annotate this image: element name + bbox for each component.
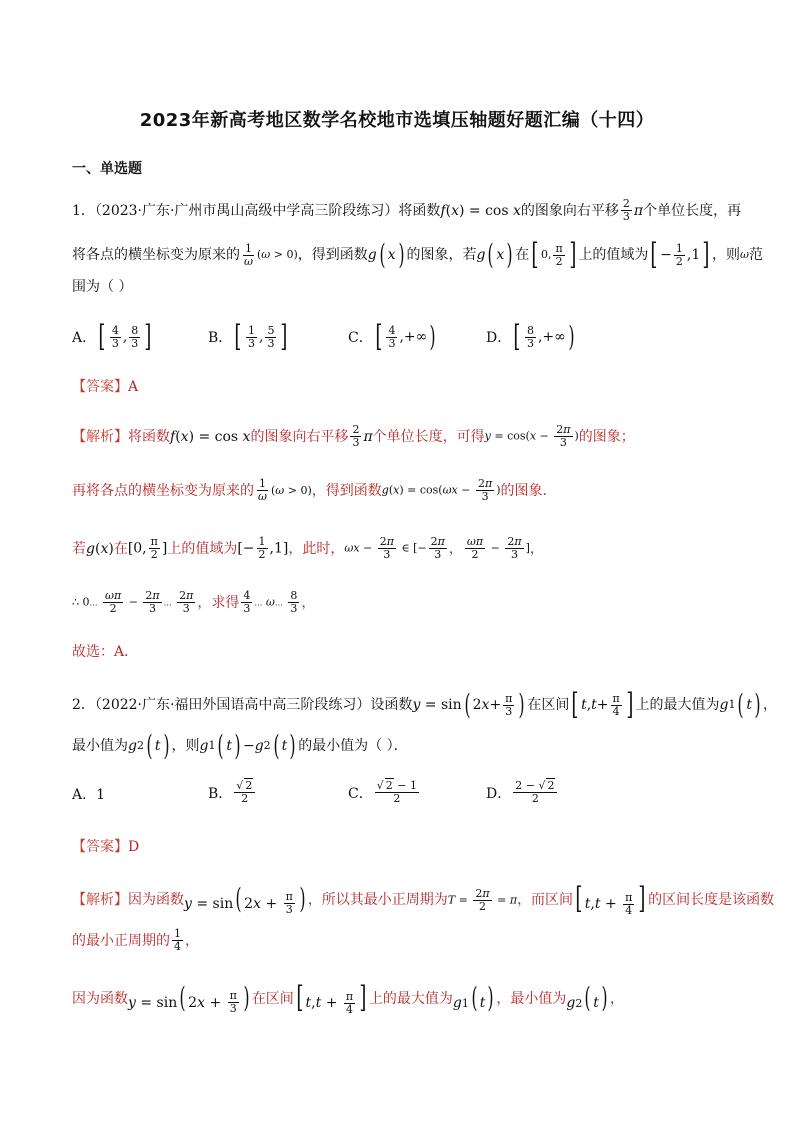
q2-text: 在区间 [527, 697, 570, 713]
q2-option-d: D． $\frac{2 - √ 2}{2}$ [486, 780, 559, 805]
q2-option-b: B． $\frac{√ 2}{2}$ [208, 780, 257, 805]
q2-text: 的最小值为（ ）． [298, 738, 408, 754]
q2-line-1: 2．（2022·广东·福田外国语高中高三阶段练习）设函数 y = sin ( 2 x + $\frac{\pi}{3}$ ) 在区间 [ t , t + $\frac{\pi}{4}$ ] 上的最大值为 g 1 ( t ) ， [72, 687, 777, 722]
analysis-text: 的最小正周期的 [72, 932, 170, 949]
q2-text: 2．（2022·广东·福田外国语高中高三阶段练习）设函数 [72, 697, 413, 713]
analysis-text: 的图象； [578, 428, 635, 445]
analysis-text: 的区间长度是该函数 [648, 892, 775, 909]
q1-text: 将各点的横坐标变为原来的 [72, 247, 240, 263]
q2-option-c: C． $\frac{√ 2 - 1}{2}$ [348, 779, 417, 805]
answer-value: A [128, 379, 139, 395]
analysis-text: ， [185, 932, 199, 949]
q1-text: 的图象，若 [406, 247, 477, 263]
q1-text: 个单位长度，再 [643, 202, 742, 219]
fraction: $\frac{1}{\omega}$ [244, 241, 253, 268]
q1-analysis-line-3: 若 g(x) 在 [0, $\frac{\pi}{2}$ ] 上的值域为 [− $\frac{1}{2}$ ,1] ，此时， ωx − $\frac{2\pi}{3}$ ∈ [− $\frac{2\pi}{3}$ ， $\frac{\omega\pi}{2}$ − $\frac{2\pi}{3}$ ] ， [72, 535, 544, 561]
q2-option-a: A．1 [72, 787, 106, 803]
option-label: D． [486, 330, 512, 346]
document-title: 2023年新高考地区数学名校地市选填压轴题好题汇编（十四） [139, 110, 655, 131]
analysis-text: 的图象向右平移 [250, 428, 349, 445]
option-label: C． [348, 330, 373, 346]
analysis-text: 在 [113, 540, 128, 557]
analysis-text: 的图象． [500, 482, 557, 499]
analysis-text: ，求得 [197, 594, 240, 611]
option-label: D． [486, 785, 512, 802]
analysis-text: ，得到函数 [311, 482, 382, 499]
option-label: C． [348, 785, 373, 802]
analysis-text: 个单位长度，可得 [372, 428, 485, 445]
option-label: B． [208, 330, 233, 346]
q2-text: 最小值为 [72, 738, 128, 754]
q1-analysis-line-1: 【解析】 将函数 f (x) = cos x 的图象向右平移 $\frac{2}{3}$ π 个单位长度，可得 y = cos(x − $\frac{2\pi}{3}$ ) 的图象； [72, 423, 635, 449]
q1-text: 范 [748, 247, 763, 263]
q1-option-a: A． [ $\frac{4}{3}$ , $\frac{8}{3}$ ] [72, 319, 152, 354]
q2-analysis-line-3: 因为函数 y = sin( 2x + $\frac{\pi}{3}$ ) 在区间 [ t,t + $\frac{\pi}{4}$ ] 上的最大值为 g1( t) ，最小值为 g2( t) ， [72, 980, 624, 1016]
analysis-text: 上的最大值为 [368, 991, 453, 1008]
q1-analysis-line-2: 再将各点的横坐标变为原来的 $\frac{1}{\omega}$ (ω > 0) ，得到函数 g(x) = cos(ωx − $\frac{2\pi}{3}$ ) 的图象． [72, 477, 557, 503]
q1-line-3: 围为（ ） [72, 279, 133, 295]
q1-option-c: C． [ $\frac{4}{3}$ ,+∞ ) [348, 319, 436, 354]
q1-text: 在 [515, 247, 530, 263]
q2-line-2: 最小值为 g 2 ( t ) ，则 g 1 ( t ) − g 2 ( t ) 的最小值为（ ）． [72, 729, 408, 762]
analysis-text: 再将各点的横坐标变为原来的 [72, 482, 254, 499]
analysis-text: ，最小值为 [496, 991, 567, 1008]
analysis-text: ，此时， [288, 540, 345, 557]
q1-text: 的图象向右平移 [520, 202, 619, 219]
analysis-tag: 【解析】 [72, 892, 128, 909]
q2-analysis-line-1: 【解析】 因为函数 y = sin( 2x + $\frac{\pi}{3}$ ) ，所以其最小正周期为 T = $\frac{2\pi}{2}$ = π ，而区间 [ t,t + $\frac{\pi}{4}$ ] 的区间长度是该函数 [72, 881, 775, 917]
analysis-tag: 【解析】 [72, 428, 128, 445]
q1-answer [72, 376, 138, 398]
q1-text: ，得到函数 [297, 247, 368, 263]
analysis-text: 将函数 [128, 428, 170, 445]
q1-text: 1．（2023·广东·广州市禺山高级中学高三阶段练习）将函数 [72, 202, 441, 219]
analysis-text: 若 [72, 540, 86, 557]
section-heading: 一、单选题 [72, 161, 142, 177]
analysis-text: ， [301, 594, 316, 611]
analysis-text: ，而区间 [517, 892, 574, 909]
analysis-text: 因为函数 [128, 892, 184, 909]
answer-value: D [128, 839, 140, 855]
analysis-text: 上的值域为 [167, 540, 238, 557]
q1-text: 上的值域为 [578, 247, 649, 263]
answer-tag: 【答案】 [72, 839, 128, 855]
math: f [440, 202, 446, 219]
q1-option-b: B． [ $\frac{1}{3}$ , $\frac{5}{3}$ ] [208, 319, 288, 354]
option-label: A． [72, 330, 97, 346]
q2-analysis-line-2: 的最小正周期的 $\frac{1}{4}$ ， [72, 927, 199, 953]
analysis-text: ， [448, 540, 463, 557]
analysis-text: ， [609, 991, 624, 1008]
q1-line-2: 将各点的横坐标变为原来的 $\frac{1}{\omega}$ (ω > 0) ，得到函数 g ( x ) 的图象，若 g ( x ) 在 [ 0, $\frac{\pi}{2}$ ] 上的值域为 [ − $\frac{1}{2}$ ,1 ] ，则 ω 范 [72, 237, 763, 272]
q2-text: ，则 [171, 738, 200, 754]
q2-text: 上的最大值为 [635, 697, 720, 713]
q1-line-1: 1．（2023·广东·广州市禺山高级中学高三阶段练习）将函数 f ( x ) = cos x 的图象向右平移 $\frac{2}{3}$ π 个单位长度，再 [72, 197, 742, 223]
q1-analysis-line-4: ∴ 0… $\frac{\omega\pi}{2}$ − $\frac{2\pi}{3}$ … $\frac{2\pi}{3}$ ，求得 $\frac{4}{3}$ … ω… $\frac{8}{3}$ ， [72, 589, 316, 615]
fraction: $\frac{2}{3}$ [622, 197, 630, 223]
analysis-text: ，所以其最小正周期为 [307, 892, 448, 909]
q2-answer [72, 836, 139, 858]
q1-option-d: D． [ $\frac{8}{3}$ ,+∞ ) [486, 319, 575, 354]
analysis-text: 因为函数 [72, 991, 128, 1008]
q1-conclusion: 故选：A． [72, 644, 139, 660]
answer-tag: 【答案】 [72, 379, 128, 395]
q1-text: ，则 [711, 247, 740, 263]
option-label: B． [208, 785, 233, 802]
analysis-text: 在区间 [251, 991, 294, 1008]
